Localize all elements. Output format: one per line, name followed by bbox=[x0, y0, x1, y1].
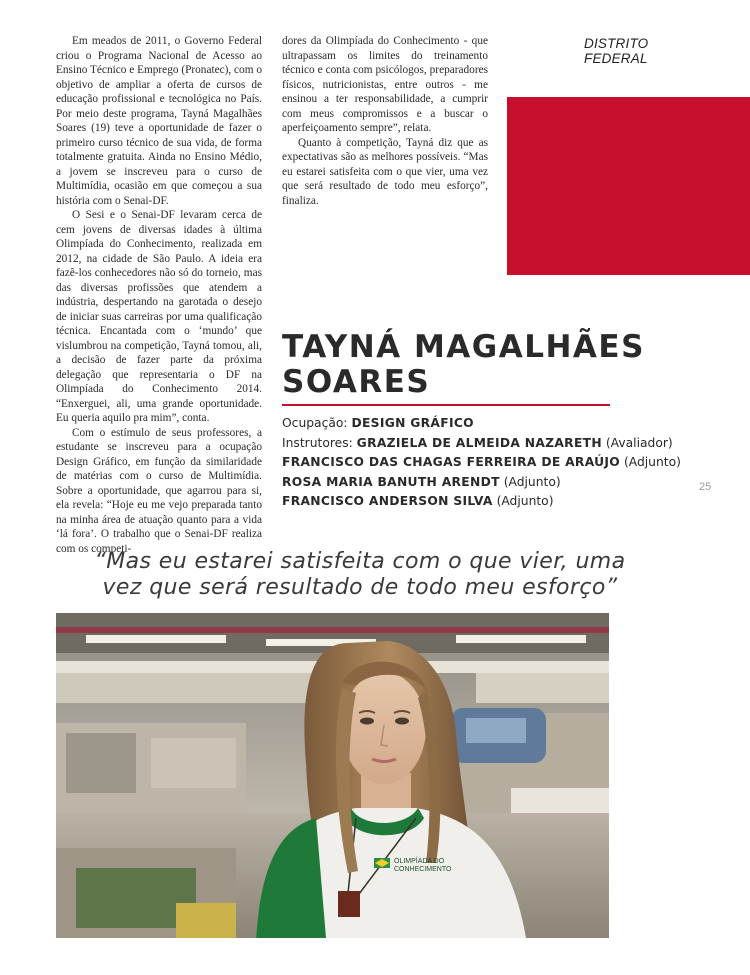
credits-block bbox=[282, 414, 702, 512]
page-number: 25 bbox=[699, 481, 712, 493]
article-paragraph: Quanto à competição, Tayná diz que as expectativas são as melhores possíveis. “Mas eu estarei satisfeita com o que vier, uma vez que será resultado de todo meu esforço”, finaliza. bbox=[282, 136, 488, 207]
instructor-line bbox=[282, 492, 702, 512]
pull-quote-line-1: “Mas eu estarei satisfeita com o que vier, uma bbox=[94, 549, 626, 574]
instructor-line bbox=[282, 434, 702, 454]
section-label: DISTRITO FEDERAL bbox=[584, 36, 649, 66]
occupation-line bbox=[282, 414, 702, 434]
workshop-photo-illustration bbox=[56, 613, 609, 938]
instructor-line bbox=[282, 473, 702, 493]
article-column-left bbox=[56, 34, 262, 556]
portrait-photo bbox=[56, 613, 609, 938]
headline-line-2: SOARES bbox=[282, 364, 431, 400]
shirt-logo-text-2: CONHECIMENTO bbox=[394, 866, 452, 873]
headline-line-1: TAYNÁ MAGALHÃES bbox=[282, 329, 645, 365]
occupation-value: DESIGN GRÁFICO bbox=[351, 416, 474, 430]
pull-quote-line-2: vez que será resultado de todo meu esforço” bbox=[102, 575, 618, 600]
instructors-label: Instrutores: bbox=[282, 435, 353, 450]
instructor-name: GRAZIELA DE ALMEIDA NAZARETH bbox=[356, 435, 602, 450]
instructor-name: FRANCISCO ANDERSON SILVA bbox=[282, 494, 493, 508]
article-paragraph: Em meados de 2011, o Governo Federal criou o Programa Nacional de Acesso ao Ensino Técnico e Emprego (Pronatec), com o objetivo de ampliar a oferta de cursos de educação profissional e tecnológica no País. Por meio deste programa, Tayná Magalhães Soares (19) teve a oportunidade de fazer o primeiro curso técnico de sua vida, de forma totalmente gratuita. Ainda no Ensino Médio, a jovem se inscreveu para o curso de Multimídia, ocasião em que começou a sua história com o Senai-DF. bbox=[56, 35, 262, 207]
shirt-logo-text-1: OLIMPÍADA DO bbox=[394, 858, 445, 865]
instructor-role: (Avaliador) bbox=[605, 435, 673, 450]
headline-divider bbox=[282, 404, 610, 406]
red-accent-block bbox=[507, 97, 750, 275]
occupation-label: Ocupação: bbox=[282, 416, 348, 430]
article-column-middle bbox=[282, 34, 488, 208]
instructor-name: FRANCISCO DAS CHAGAS FERREIRA DE ARAÚJO bbox=[282, 455, 621, 469]
instructor-line bbox=[282, 453, 702, 473]
article-paragraph: Com o estímulo de seus professores, a estudante se inscreveu para a ocupação Design Gráfico, em função da similaridade de matérias com o curso de Multimídia. Sobre a oportunidade, que agarrou para si, ela revela: “Hoje eu me vejo preparada tanto na minha área de atuação quanto para a vida ‘lá fora’. O trabalho que o Senai-DF realiza com os competi- bbox=[56, 426, 262, 555]
article-paragraph: O Sesi e o Senai-DF levaram cerca de cem jovens de diversas idades à última Olimpíada do Conhecimento, realizada em 2012, na cidade de São Paulo. A ideia era fazê-los conhecedores não só do torneio, mas das diversas profissões que atendem a indústria, despertando na garotada o desejo de iniciar suas carreiras por uma qualificação técnica. Encantada com o ‘mundo’ que vislumbrou na competição, Tayná tomou, ali, a decisão de fazer parte da próxima delegação que representaria o DF na Olimpíada do Conhecimento 2014. “Enxerguei, ali, uma grande oportunidade. Eu queria aquilo pra mim”, conta. bbox=[56, 209, 262, 424]
instructor-role: (Adjunto) bbox=[623, 455, 681, 469]
instructor-role: (Adjunto) bbox=[503, 474, 561, 489]
instructor-name: ROSA MARIA BANUTH ARENDT bbox=[282, 474, 500, 489]
article-paragraph: dores da Olimpíada do Conhecimento - que ultrapassam os limites do treinamento técnico e conta com psicólogos, preparadores físicos, nutricionistas, entre outros - me ensinou a ter responsabilidade, a cumprir com meus compromissos e a buscar o aperfeiçoamento sempre”, relata. bbox=[282, 35, 488, 134]
instructor-role: (Adjunto) bbox=[496, 494, 554, 508]
headline bbox=[282, 330, 702, 400]
pull-quote bbox=[60, 549, 660, 601]
